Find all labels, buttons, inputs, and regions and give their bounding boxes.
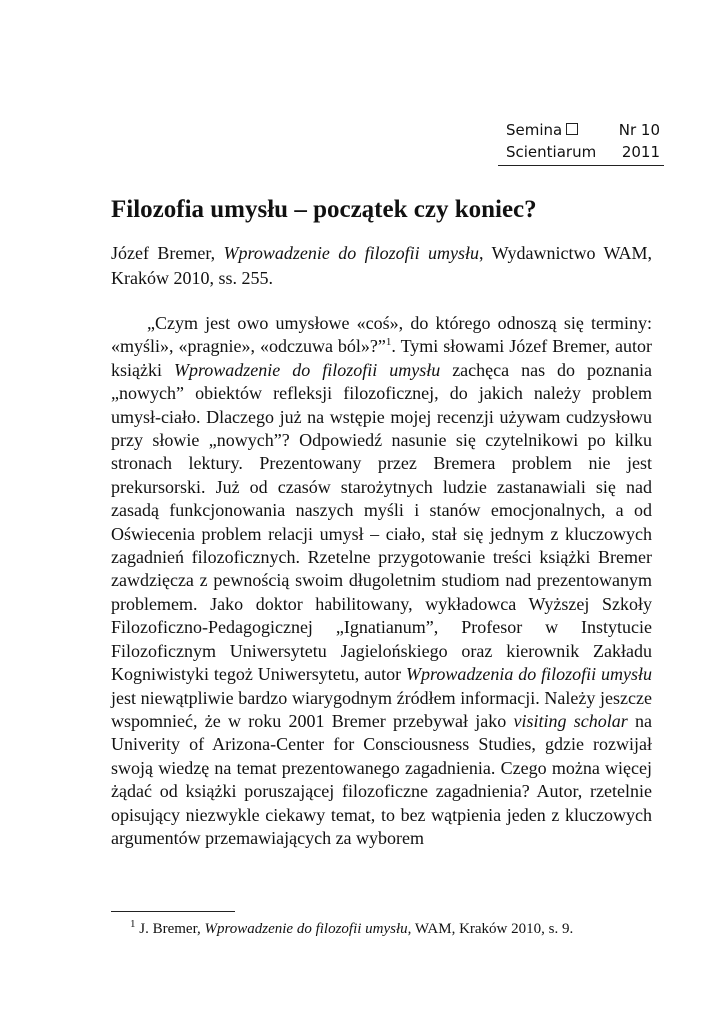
body-segment-1: „Czym jest owo umysłowe «coś», do którego odnoszą się terminy: «myśli», «pragnie», «odczuwa ból»?” <box>111 313 652 357</box>
footnote-number: 1 <box>130 918 136 930</box>
journal-name-text: Semina <box>506 121 563 139</box>
bib-author: Józef Bremer, <box>111 243 216 263</box>
header-row-2 <box>498 141 664 163</box>
bibliographic-entry <box>111 241 652 291</box>
footnote <box>130 918 660 940</box>
visiting-scholar-italic: visiting scholar <box>513 710 628 731</box>
bib-publisher: , Wydawnictwo WAM, Kraków 2010, ss. 255. <box>111 243 653 288</box>
book-title-italic-2: Wprowadzenia do filozofii umysłu <box>406 664 652 685</box>
body-segment-3: zachęca nas do poznania „nowych” obiektów refleksji filozoficznej, do jakich należy problem umysł-ciało. Dlaczego już na wstępie mojej recenzji używam cudzysłowu przy słowie „nowych”? Odpowiedź nasunie się czytelnikowi po kilku stronach lektury. Prezentowany przez Bremera problem nie jest prekursorski. Już od czasów starożytnych ludzie zastanawiali się nad zasadą funkcjonowania naszych myśli i stanów emocjonalnych, a od Oświecenia problem relacji umysł – ciało, stał się jednym z kluczowych zagadnień filozoficznych. Rzetelne przygotowanie treści książki Bremer zawdzięcza z pewnością swoim długoletnim studiom nad prezentowanym problemem. Jako doktor habilitowany, wykładowca Wyższej Szkoły Filozoficzno-Pedagogicznej „Ignatianum”, Profesor w Instytucie Filozoficznym Uniwersytetu Jagielońskiego oraz kierownik Zakładu Kogniwistyki tegoż Uniwersytetu, autor <box>111 359 652 685</box>
review-paragraph <box>111 312 652 850</box>
footnote-reference: 1 <box>385 336 392 349</box>
issue-number: Nr 10 <box>618 121 660 139</box>
article-title: Filozofia umysłu – początek czy koniec? <box>111 196 537 223</box>
header-row-1 <box>498 119 664 141</box>
square-icon <box>566 123 578 135</box>
journal-name-line1 <box>506 119 578 141</box>
body-segment-5: na Univerity of Arizona-Center for Consciousness Studies, gdzie rozwijał swoją wiedzę na temat prezentowanego zagadnienia. Czego można więcej żądać od książki poruszającej filozoficzne zagadnienia? Autor, rzetelnie opisujący niezwykle ciekawy temat, to bez wątpienia jeden z kluczowych argumentów przemawiających za wyborem <box>111 710 653 848</box>
issue-year: 2011 <box>621 143 660 161</box>
journal-header <box>498 119 664 166</box>
book-title-italic-1: Wprowadzenie do filozofii umysłu <box>173 359 441 380</box>
bib-book-title: Wprowadzenie do filozofii umysłu <box>223 243 480 263</box>
footnote-author: J. Bremer, <box>139 921 201 937</box>
footnote-book-title: Wprowadzenie do filozofii umysłu <box>204 921 408 937</box>
body-segment-4: jest niewątpliwie bardzo wiarygodnym źródłem informacji. Należy jeszcze wspomnieć, że w roku 2001 Bremer przebywał jako <box>111 687 652 731</box>
footnote-publisher: , WAM, Kraków 2010, s. 9. <box>407 921 574 937</box>
footnote-divider <box>111 911 235 912</box>
journal-name-line2: Scientiarum <box>506 143 597 161</box>
body-segment-2: . Tymi słowami Józef Bremer, autor książki <box>111 336 652 380</box>
